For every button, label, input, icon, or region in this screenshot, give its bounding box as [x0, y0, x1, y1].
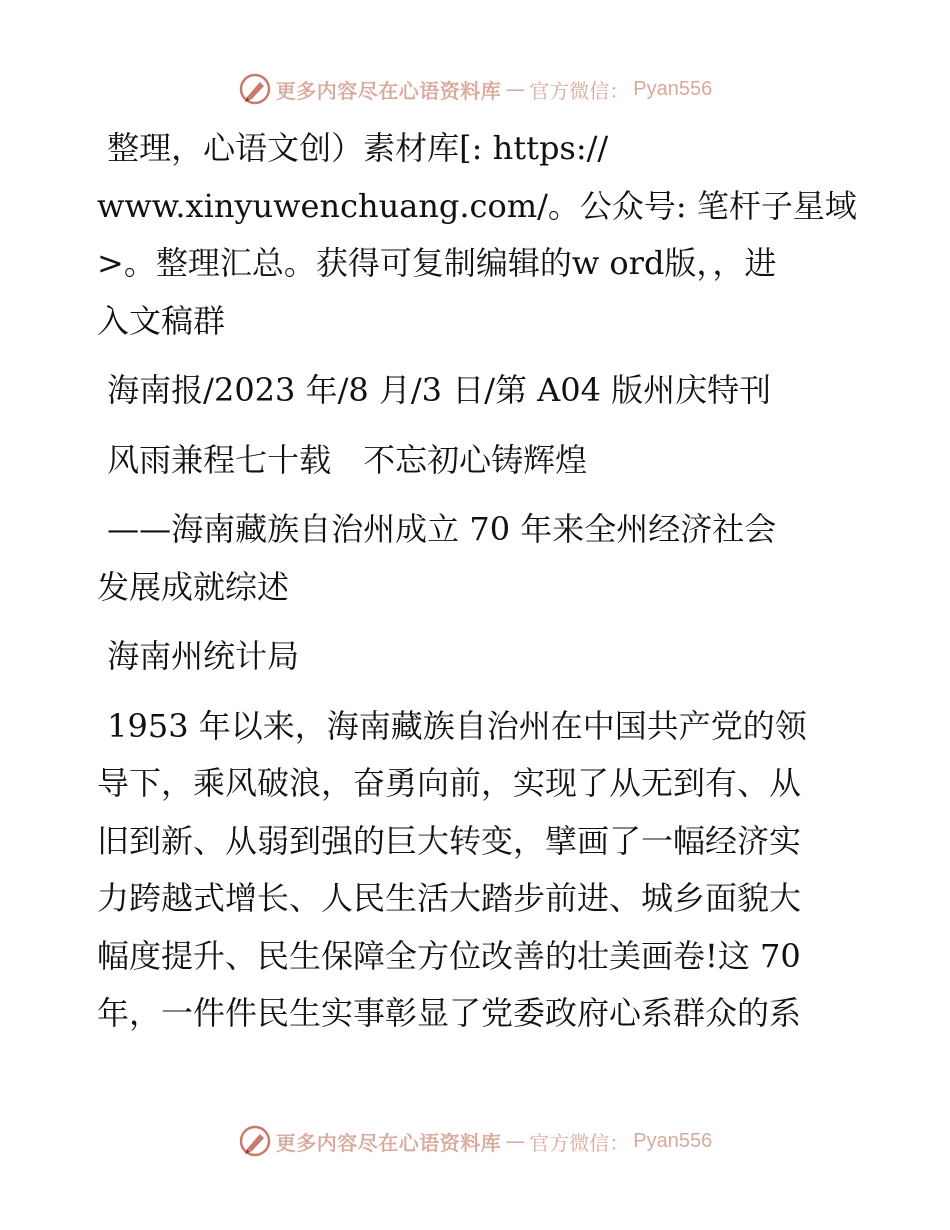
watermark-separator: — — [505, 1129, 526, 1153]
watermark-wechat-id: Pyan556 — [633, 77, 713, 100]
intro-paragraph: 整理，心语文创）素材库[: https:// www.xinyuwenchuang.com/。公众号: 笔杆子星域 >。整理汇总。获得可复制编辑的w ord版，，进 入文稿群 — [97, 129, 857, 340]
footer-watermark — [0, 1124, 950, 1158]
pen-logo-icon — [238, 1124, 272, 1158]
body-paragraph: 1953 年以来，海南藏族自治州在中国共产党的领 导下，乘风破浪，奋勇向前，实现了从无到有、从 旧到新、从弱到强的巨大转变，擘画了一幅经济实 力跨越式增长、人民生活大踏步前进、城乡面貌大 幅度提升、民生保障全方位改善的壮美画卷!这 70 年，一件件民生实事彰显了党委政府心系群众的系 — [97, 706, 807, 1032]
document-body — [97, 120, 857, 1043]
article-title: 风雨兼程七十载 不忘初心铸辉煌 — [97, 440, 588, 479]
header-watermark — [0, 72, 950, 106]
pen-logo-icon — [238, 72, 272, 106]
article-subtitle: ——海南藏族自治州成立 70 年来全州经济社会 发展成就综述 — [97, 510, 777, 606]
watermark-separator: — — [505, 77, 526, 101]
watermark-label: 官方微信： — [529, 78, 630, 103]
watermark-label: 官方微信： — [529, 1130, 630, 1155]
watermark-wechat-id: Pyan556 — [633, 1129, 713, 1152]
watermark-text: 更多内容尽在心语资料库 — [275, 1130, 502, 1155]
watermark-text: 更多内容尽在心语资料库 — [275, 78, 502, 103]
source-line: 海南报/2023 年/8 月/3 日/第 A04 版州庆特刊 — [97, 371, 772, 409]
article-author: 海南州统计局 — [97, 637, 300, 675]
